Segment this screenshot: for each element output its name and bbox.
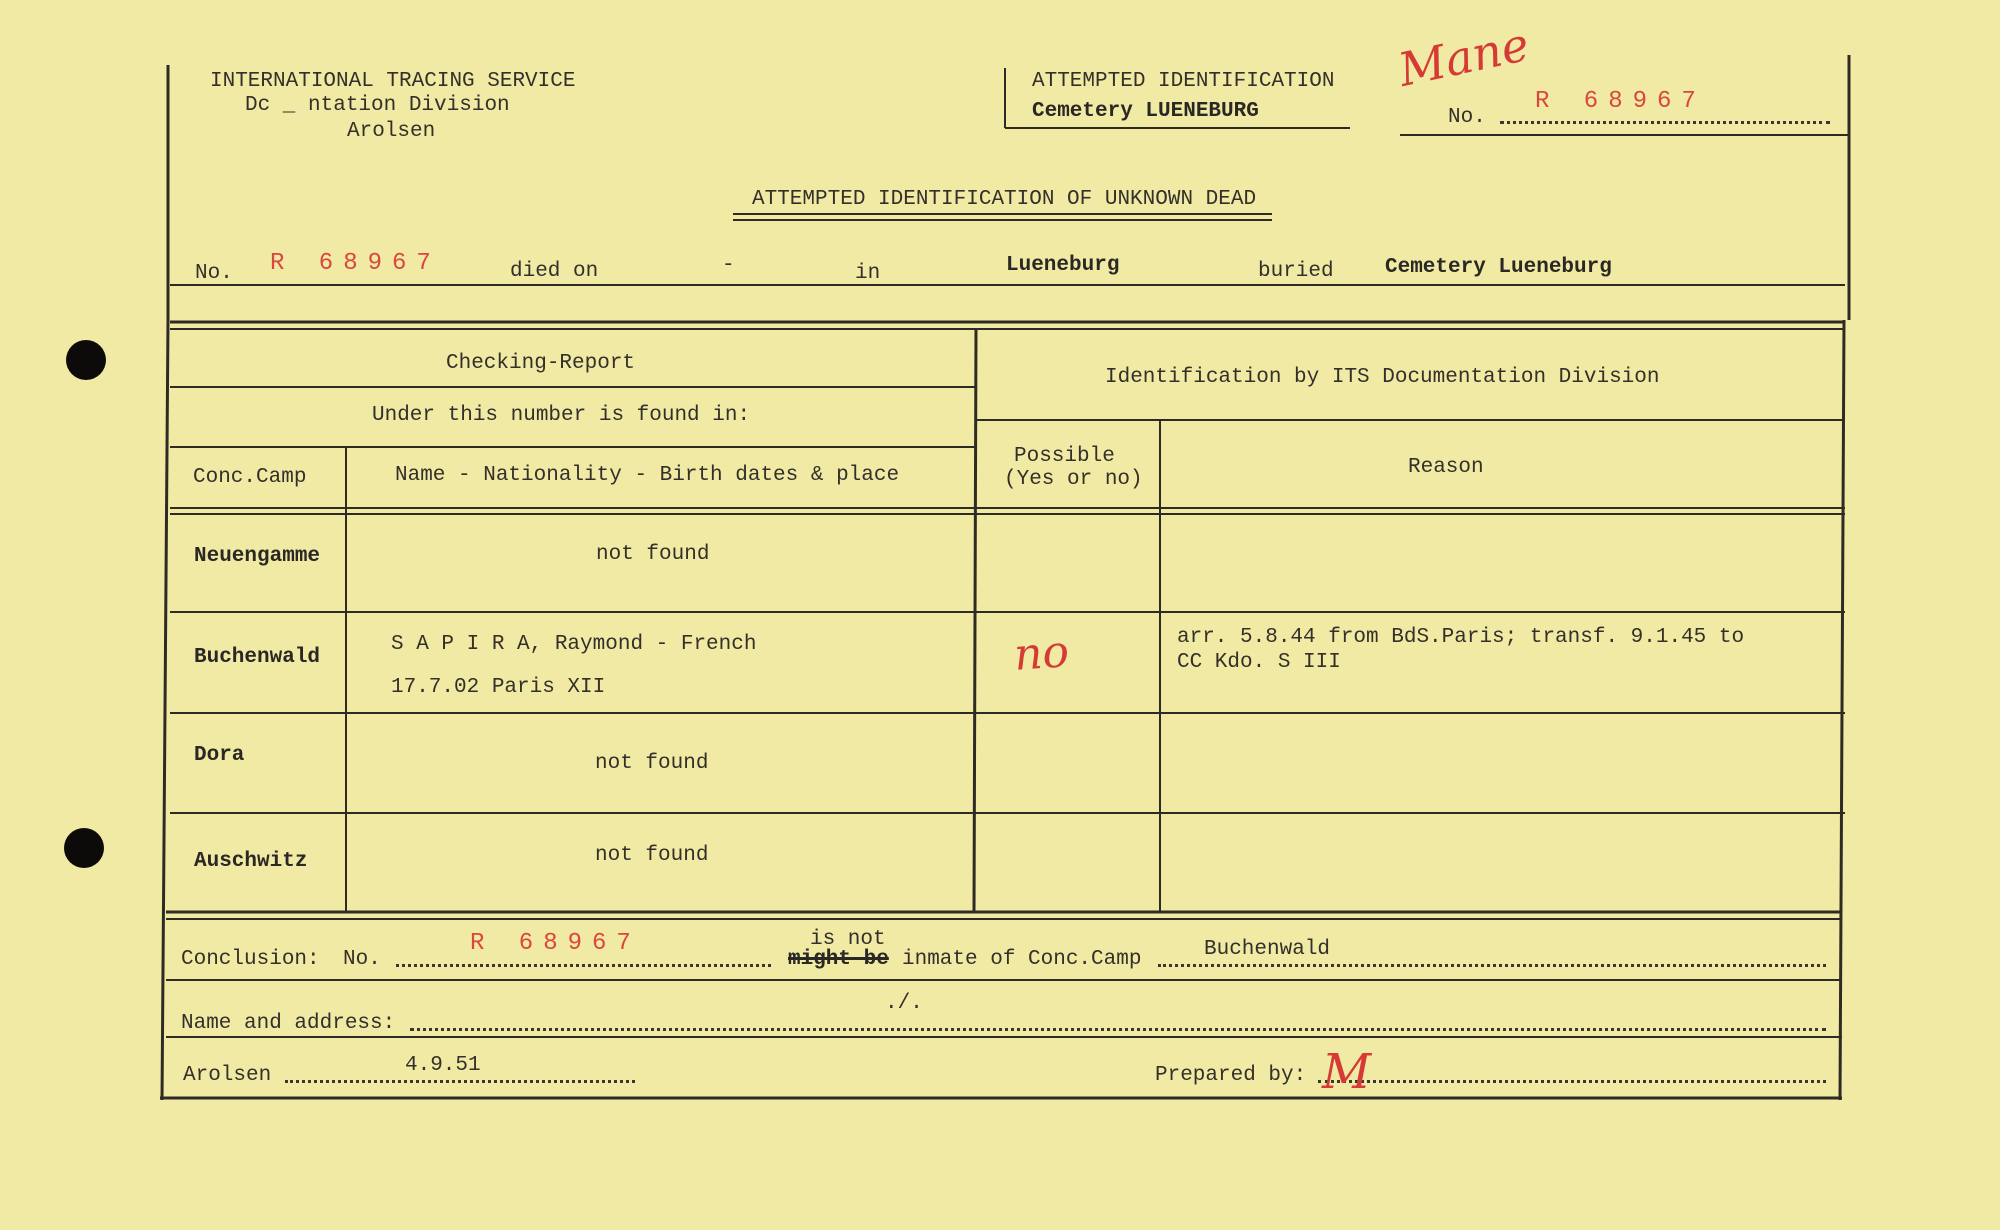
name-address-label: Name and address: bbox=[181, 1012, 396, 1035]
conclusion-no-label: No. bbox=[343, 948, 381, 971]
identification-header: Identification by ITS Documentation Division bbox=[1105, 366, 1660, 389]
col-conc-camp: Conc.Camp bbox=[193, 466, 307, 489]
found-in-subheader: Under this number is found in: bbox=[372, 404, 751, 427]
name-cell: not found bbox=[596, 543, 710, 566]
col-possible-line1: Possible bbox=[1014, 445, 1115, 468]
conclusion-label: Conclusion: bbox=[181, 948, 320, 971]
struck-might-be: might be bbox=[788, 948, 889, 971]
camp-cell: Auschwitz bbox=[194, 850, 308, 873]
form-title: ATTEMPTED IDENTIFICATION OF UNKNOWN DEAD bbox=[752, 188, 1257, 211]
checking-report-header: Checking-Report bbox=[446, 352, 636, 375]
org-location: Arolsen bbox=[347, 120, 436, 143]
date-value: 4.9.51 bbox=[405, 1054, 481, 1077]
org-name: INTERNATIONAL TRACING SERVICE bbox=[210, 70, 576, 93]
id-box-title: ATTEMPTED IDENTIFICATION bbox=[1032, 70, 1335, 93]
died-label: died on bbox=[510, 260, 599, 283]
col-possible-line2: (Yes or no) bbox=[1004, 468, 1143, 491]
id-box-subtitle: Cemetery LUENEBURG bbox=[1032, 100, 1259, 123]
org-division: Dc _ ntation Division bbox=[245, 94, 510, 117]
prepared-dots bbox=[1318, 1080, 1826, 1083]
handwritten-note: Mane bbox=[1393, 16, 1534, 98]
header-no-label: No. bbox=[1448, 106, 1486, 129]
conclusion-no-dots bbox=[396, 964, 771, 967]
header-no-dots bbox=[1500, 121, 1830, 124]
record-no-label: No. bbox=[195, 262, 233, 285]
date-dots bbox=[285, 1080, 635, 1083]
conclusion-camp-dots bbox=[1158, 964, 1826, 967]
prepared-initial: M bbox=[1322, 1044, 1372, 1100]
name-address-dots bbox=[410, 1028, 1826, 1031]
camp-cell: Buchenwald bbox=[194, 646, 321, 669]
record-no-value: R 68967 bbox=[270, 250, 441, 277]
burial-place: Cemetery Lueneburg bbox=[1385, 256, 1612, 279]
possible-cell: no bbox=[1012, 626, 1071, 681]
conclusion-no-value: R 68967 bbox=[470, 930, 641, 957]
name-address-value: ./. bbox=[885, 992, 923, 1015]
died-value: - bbox=[722, 254, 735, 277]
col-name-nationality: Name - Nationality - Birth dates & place bbox=[395, 464, 900, 487]
is-not-insert: is not bbox=[810, 928, 886, 951]
prepared-label: Prepared by: bbox=[1155, 1064, 1307, 1087]
name-cell: not found bbox=[595, 844, 709, 867]
name-cell: S A P I R A, Raymond - French bbox=[391, 633, 757, 656]
birth-cell: 17.7.02 Paris XII bbox=[391, 676, 606, 699]
buried-label: buried bbox=[1258, 260, 1334, 283]
header-no-value: R 68967 bbox=[1535, 88, 1706, 115]
conclusion-camp-value: Buchenwald bbox=[1204, 938, 1331, 961]
in-label: in bbox=[855, 262, 881, 285]
inmate-text: inmate of Conc.Camp bbox=[902, 948, 1142, 971]
reason-cell-line2: CC Kdo. S III bbox=[1177, 651, 1341, 674]
reason-cell-line1: arr. 5.8.44 from BdS.Paris; transf. 9.1.45 to bbox=[1177, 626, 1745, 649]
col-reason: Reason bbox=[1408, 456, 1484, 479]
camp-cell: Neuengamme bbox=[194, 545, 321, 568]
death-place: Lueneburg bbox=[1006, 254, 1120, 277]
camp-cell: Dora bbox=[194, 744, 245, 767]
place-label: Arolsen bbox=[183, 1064, 272, 1087]
name-cell: not found bbox=[595, 752, 709, 775]
